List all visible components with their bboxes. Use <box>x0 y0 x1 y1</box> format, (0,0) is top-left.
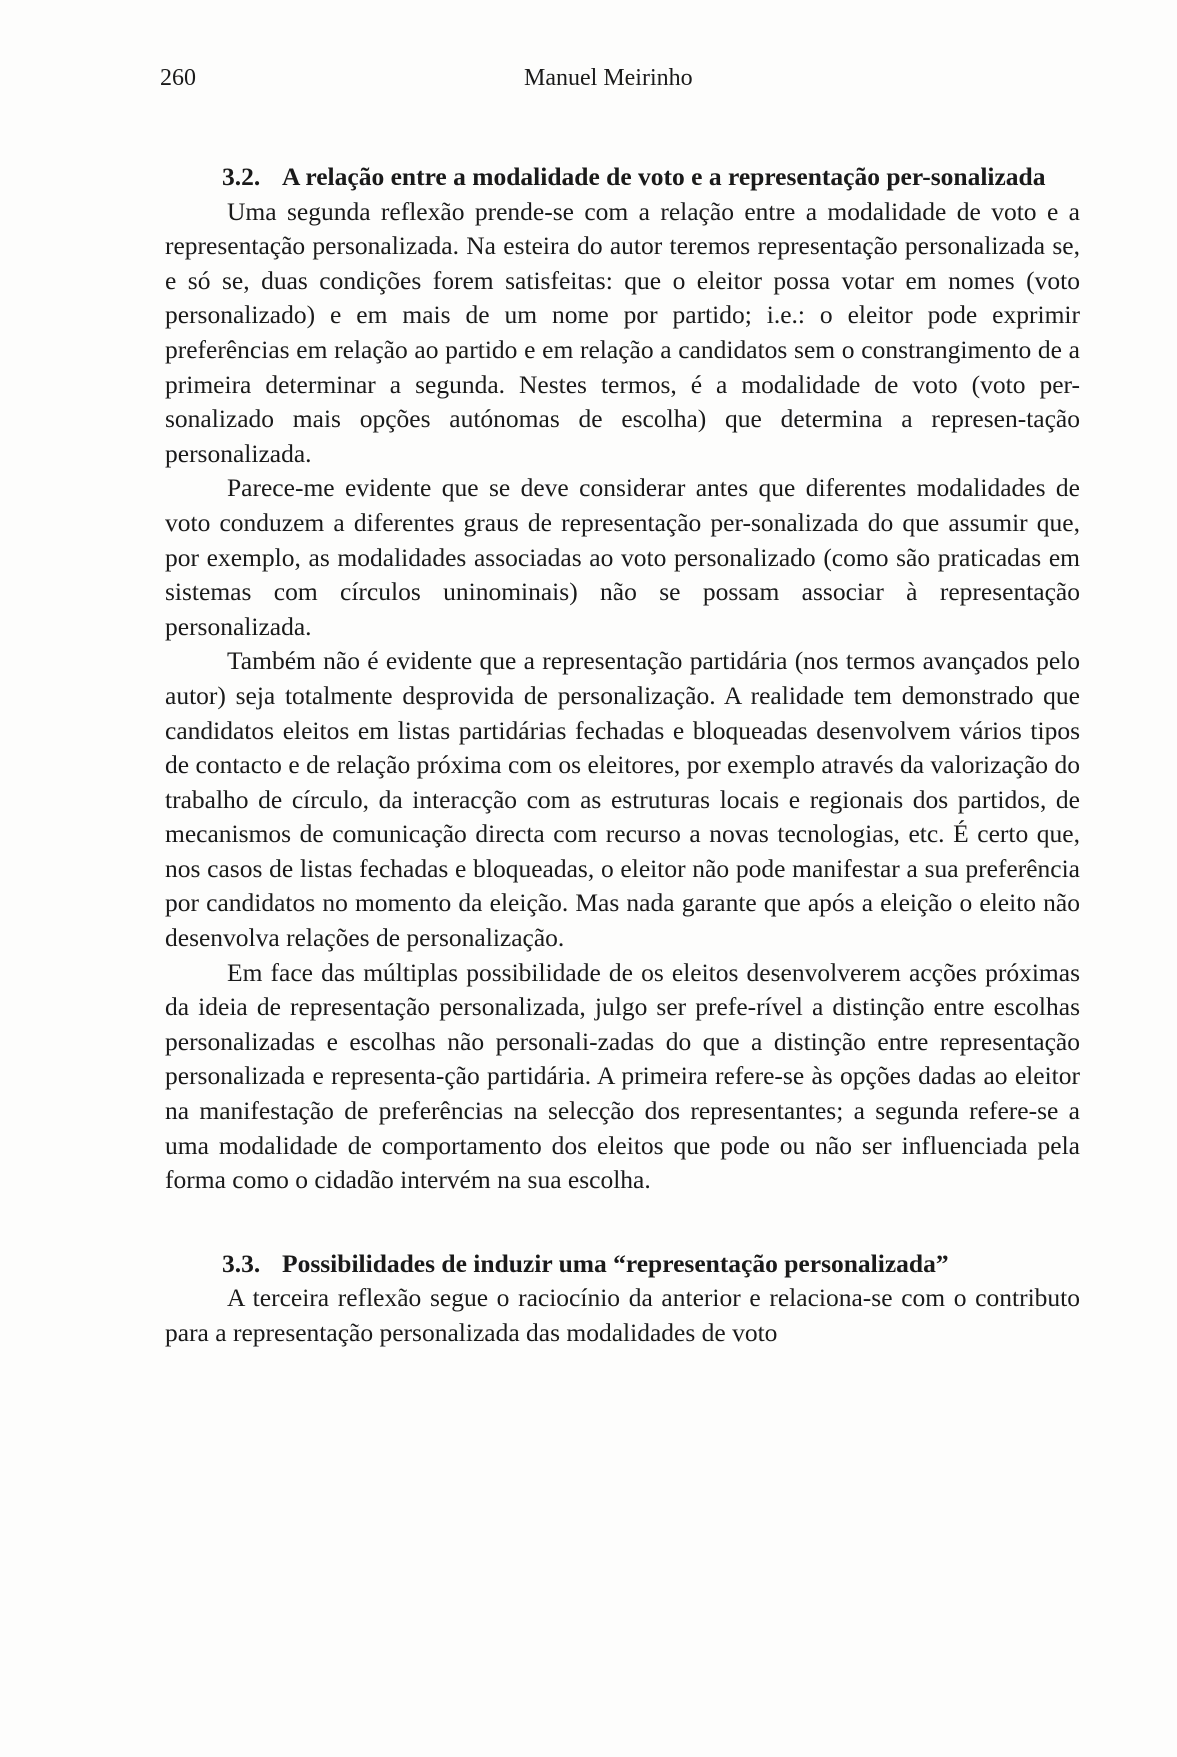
section-number: 3.2. <box>222 162 261 191</box>
paragraph: Parece-me evidente que se deve considerar antes que diferentes modalidades de voto conduzem a diferentes graus de representação per-sonalizada do que assumir que, por exemplo, as modalidades associadas ao voto personalizado (como são praticadas em sistemas com círculos uninominais) não se possam associar à representação personalizada. <box>165 473 1080 641</box>
section-title: A relação entre a modalidade de voto e a representação per-sonalizada <box>282 162 1046 191</box>
page-number: 260 <box>160 65 196 91</box>
running-head-author: Manuel Meirinho <box>524 65 693 91</box>
section-title: Possibilidades de induzir uma “representação personalizada” <box>282 1248 949 1278</box>
section-number: 3.3. <box>222 1248 261 1278</box>
page-body <box>165 160 1080 1351</box>
paragraph: Em face das múltiplas possibilidade de os eleitos desenvolverem acções próximas da ideia de representação personalizada, julgo ser prefe-rível a distinção entre escolhas personalizadas e escolhas não personali-zadas do que a distinção entre representação personalizada e representa-ção partidária. A primeira refere-se às opções dadas ao eleitor na manifestação de preferências na selecção dos representantes; a segunda refere-se a uma modalidade de comportamento dos eleitos que pode ou não ser influenciada pela forma como o cidadão intervém na sua escolha. <box>165 957 1080 1195</box>
paragraph: Uma segunda reflexão prende-se com a relação entre a modalidade de voto e a representação personalizada. Na esteira do autor teremos representação personalizada se, e só se, duas condições forem satisfeitas: que o eleitor possa votar em nomes (voto personalizado) e em mais de um nome por partido; i.e.: o eleitor pode exprimir preferências em relação ao partido e em relação a candidatos sem o constrangimento de a primeira determinar a segunda. Nestes termos, é a modalidade de voto (voto per-sonalizado mais opções autónomas de escolha) que determina a represen-tação personalizada. <box>165 196 1080 468</box>
section-heading-3-2 <box>165 160 1080 195</box>
section-heading-3-3 <box>165 1247 1080 1282</box>
paragraph: Também não é evidente que a representação partidária (nos termos avançados pelo autor) seja totalmente desprovida de personalização. A realidade tem demonstrado que candidatos eleitos em listas partidárias fechadas e bloqueadas desenvolvem vários tipos de contacto e de relação próxima com os eleitores, por exemplo através da valorização do trabalho de círculo, da interacção com as estruturas locais e regionais dos partidos, de mecanismos de comunicação directa com recurso a novas tecnologias, etc. É certo que, nos casos de listas fechadas e bloqueadas, o eleitor não pode manifestar a sua preferência por candidatos no momento da eleição. Mas nada garante que após a eleição o eleito não desenvolva relações de personalização. <box>165 646 1080 953</box>
paragraph: A terceira reflexão segue o raciocínio da anterior e relaciona-se com o contributo para a representação personalizada das modalidades de voto <box>165 1283 1080 1347</box>
